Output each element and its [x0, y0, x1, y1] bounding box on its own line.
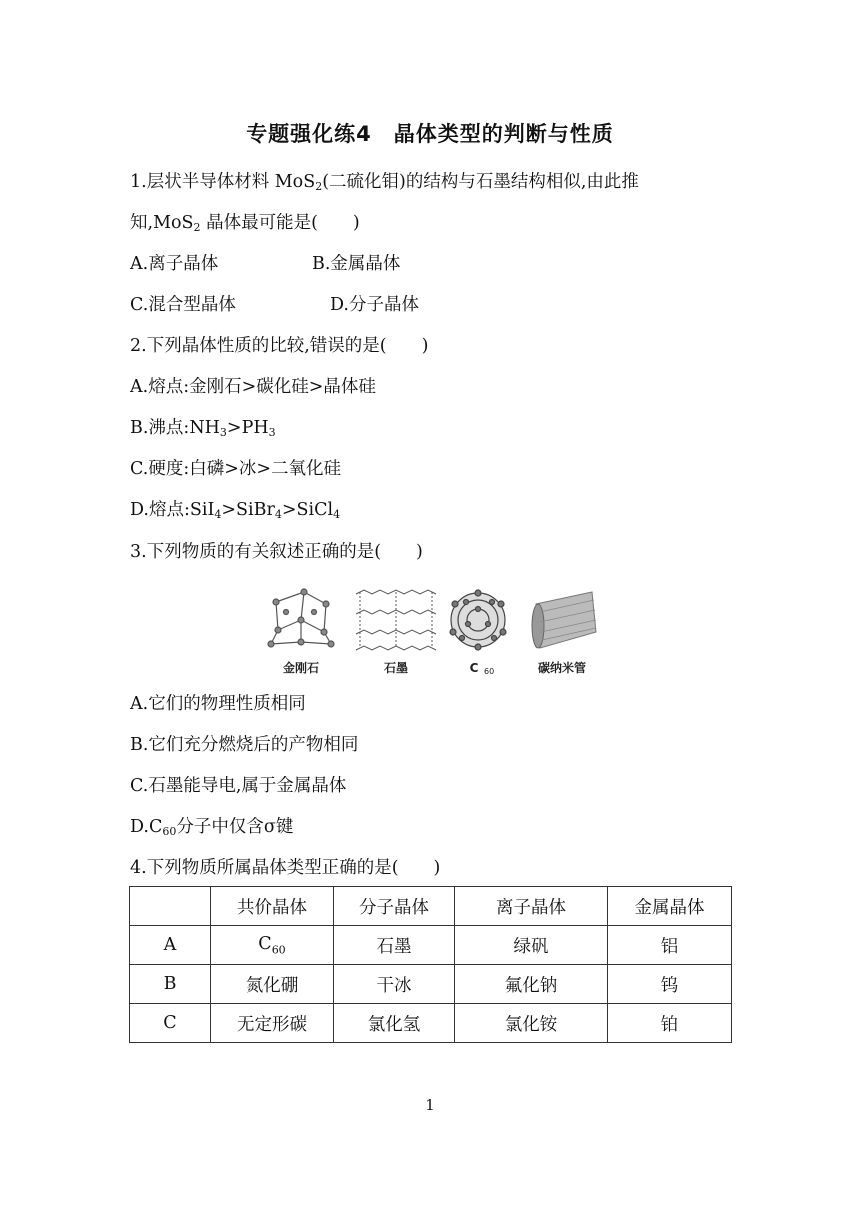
table-cell: 无定形碳: [211, 1004, 334, 1043]
q3-option-d: [130, 815, 293, 844]
table-header-cell: 分子晶体: [334, 887, 455, 926]
table-cell: A: [130, 926, 211, 965]
subscript: 4: [333, 508, 341, 521]
carbon-allotropes-figure: [256, 582, 606, 682]
q1-option-a: A.离子晶体: [130, 254, 219, 274]
q3-text: 分子中仅含σ键: [176, 817, 294, 837]
figure-label-c60: C: [469, 661, 479, 675]
figure-label-nanotube: 碳纳米管: [537, 661, 587, 675]
subscript: 60: [271, 943, 286, 957]
q3-option-c: C.石墨能导电,属于金属晶体: [130, 776, 347, 796]
q1-option-b: B.金属晶体: [312, 254, 401, 274]
table-cell: 钨: [608, 965, 732, 1004]
table-cell: 干冰: [334, 965, 455, 1004]
table-header-row: [130, 887, 732, 926]
q2-text: >PH: [226, 418, 269, 438]
subscript: 60: [162, 825, 177, 838]
page-title: 专题强化练4 晶体类型的判断与性质: [246, 122, 614, 146]
q2-text: D.熔点:SiI: [130, 500, 215, 520]
q2-option-a: A.熔点:金刚石>碳化硅>晶体硅: [130, 377, 376, 397]
q1-text: 知,MoS: [130, 213, 194, 233]
table-cell: B: [130, 965, 211, 1004]
q2-option-d: [130, 498, 340, 527]
carbon-nanotube-image: [532, 592, 596, 648]
page-number: 1: [425, 1096, 435, 1114]
table-cell: 铂: [608, 1004, 732, 1043]
q3-option-a: A.它们的物理性质相同: [130, 694, 306, 714]
question-4-stem: 4.下列物质所属晶体类型正确的是( ): [130, 858, 441, 878]
table-cell: 氟化钠: [455, 965, 608, 1004]
figure-label-graphite: 石墨: [383, 661, 409, 675]
q2-text: >SiBr: [221, 500, 275, 520]
table-row: [130, 926, 732, 965]
table-cell: $C_{60}$: [211, 926, 334, 965]
question-2-stem: 2.下列晶体性质的比较,错误的是( ): [130, 336, 429, 356]
figure-label-c60-sub: 60: [484, 667, 495, 676]
q1-text: (二硫化钼)的结构与石墨结构相似,由此推: [322, 172, 639, 192]
subscript: 3: [219, 426, 227, 439]
q1-option-c: C.混合型晶体: [130, 295, 236, 315]
table-header-cell: [130, 887, 211, 926]
table-cell: 氯化铵: [455, 1004, 608, 1043]
table-cell: 铝: [608, 926, 732, 965]
q3-option-b: B.它们充分燃烧后的产物相同: [130, 735, 359, 755]
q2-text: B.沸点:NH: [130, 418, 220, 438]
table-cell: 氯化氢: [334, 1004, 455, 1043]
graphite-structure-image: [356, 590, 436, 650]
question-1-line-2: [130, 211, 360, 240]
diamond-structure-image: [268, 589, 334, 647]
q3-text: D.C: [130, 817, 163, 837]
table-row: [130, 1004, 732, 1043]
table-row: [130, 965, 732, 1004]
table-header-cell: 离子晶体: [455, 887, 608, 926]
q2-text: >SiCl: [281, 500, 334, 520]
q2-option-b: [130, 416, 276, 445]
crystal-type-table: [129, 886, 732, 1043]
subscript: 2: [193, 221, 201, 234]
q1-text: 1.层状半导体材料 MoS: [130, 172, 316, 192]
question-3-stem: 3.下列物质的有关叙述正确的是( ): [130, 542, 423, 562]
q2-option-c: C.硬度:白磷>冰>二氧化硅: [130, 459, 342, 479]
table-cell: 石墨: [334, 926, 455, 965]
figure-label-diamond: 金刚石: [282, 661, 320, 675]
table-cell: C: [130, 1004, 211, 1043]
c60-structure-image: [450, 590, 506, 650]
subscript: 3: [268, 426, 276, 439]
table-header-cell: 金属晶体: [608, 887, 732, 926]
table-cell: 氮化硼: [211, 965, 334, 1004]
question-1-line-1: [130, 170, 639, 199]
subscript: 2: [315, 180, 323, 193]
q1-text: 晶体最可能是( ): [200, 213, 360, 233]
subscript: 4: [274, 508, 282, 521]
subscript: 4: [214, 508, 222, 521]
table-header-cell: 共价晶体: [211, 887, 334, 926]
table-cell: 绿矾: [455, 926, 608, 965]
q1-option-d: D.分子晶体: [330, 295, 419, 315]
